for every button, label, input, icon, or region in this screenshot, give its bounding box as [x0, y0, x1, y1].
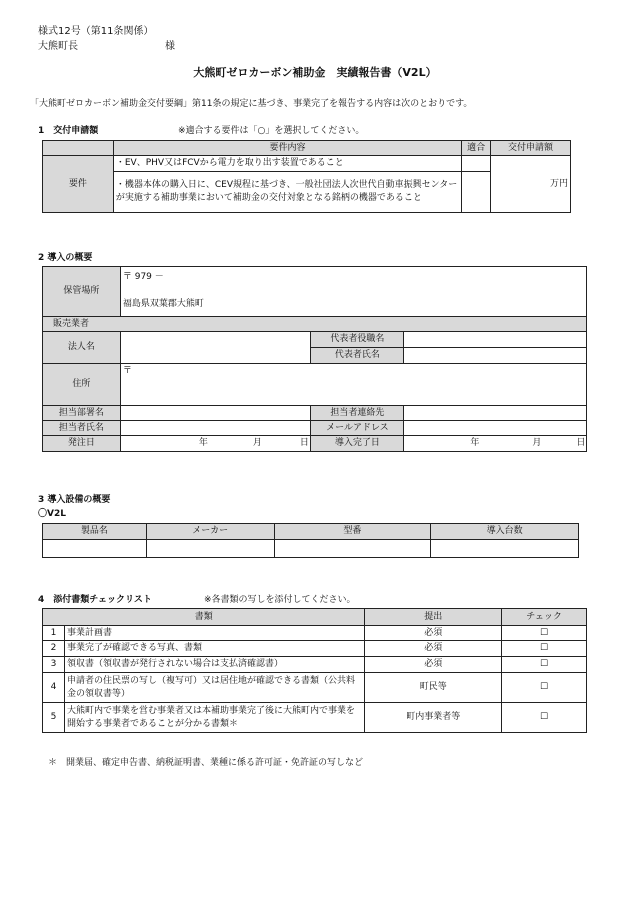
row-submit: 必須: [365, 641, 502, 657]
address-label: 住所: [43, 364, 121, 406]
amount-cell[interactable]: [491, 156, 571, 213]
rep-name-label: 代表者氏名: [311, 348, 404, 364]
corp-name-cell[interactable]: [120, 332, 311, 364]
maker-cell[interactable]: [146, 540, 274, 558]
footnote: ＊ 開業届、確定申告書、納税証明書、業種に係る許可証・免許証の写しなど: [48, 758, 364, 768]
complete-month: 月: [532, 438, 542, 448]
section1-table: [42, 140, 571, 213]
email-cell[interactable]: [404, 421, 587, 436]
requirement-row-label: 要件: [43, 156, 114, 213]
person-cell[interactable]: [120, 421, 311, 436]
dept-label: 担当部署名: [43, 406, 121, 421]
storage-address: 福島県双葉郡大熊町: [122, 299, 204, 309]
section2-heading: 2 導入の概要: [38, 253, 93, 263]
col-model: 型番: [274, 524, 431, 540]
row-document: 事業完了が確認できる写真、書類: [64, 641, 364, 657]
row-submit: 必須: [365, 657, 502, 673]
complete-date-cell[interactable]: [404, 436, 587, 452]
section4-note: ※各書類の写しを添付してください。: [204, 595, 356, 605]
row-checkbox[interactable]: ☐: [502, 703, 587, 733]
row-number: 4: [43, 673, 65, 703]
order-day: 日: [299, 438, 309, 448]
col-fit: 適合: [462, 141, 491, 156]
table-row: [43, 673, 587, 703]
table-row: [43, 626, 587, 641]
intro-text: 「大熊町ゼロカーボン補助金交付要綱」第11条の規定に基づき、事業完了を報告する内容は次のとおりです。: [30, 99, 473, 109]
storage-label: 保管場所: [43, 267, 121, 317]
complete-year: 年: [470, 438, 480, 448]
row-document: 大熊町内で事業を営む事業者又は本補助事業完了後に大熊町内で事業を開始する事業者であることが分かる書類＊: [64, 703, 364, 733]
storage-postal: 〒 979 －: [122, 272, 164, 282]
email-label: メールアドレス: [311, 421, 404, 436]
row-number: 5: [43, 703, 65, 733]
row-checkbox[interactable]: ☐: [502, 673, 587, 703]
address-cell[interactable]: [120, 364, 586, 406]
person-label: 担当者氏名: [43, 421, 121, 436]
row-document: 事業計画書: [64, 626, 364, 641]
addressee: 大熊町長: [38, 41, 78, 52]
table-row: [43, 657, 587, 673]
col-document: 書類: [43, 609, 365, 626]
addressee-honorific: 様: [165, 41, 175, 52]
rep-title-cell[interactable]: [404, 332, 587, 348]
section4-heading: 4 添付書類チェックリスト: [38, 595, 152, 605]
row-document: 領収書（領収書が発行されない場合は支払済確認書）: [64, 657, 364, 673]
quantity-cell[interactable]: [431, 540, 579, 558]
complete-date-label: 導入完了日: [311, 436, 404, 452]
model-cell[interactable]: [274, 540, 431, 558]
col-maker: メーカー: [146, 524, 274, 540]
row-number: 2: [43, 641, 65, 657]
requirement-1: ・EV、PHV又はFCVから電力を取り出す装置であること: [113, 156, 461, 172]
fit-1-cell[interactable]: [462, 156, 491, 172]
order-month: 月: [252, 438, 262, 448]
row-submit: 必須: [365, 626, 502, 641]
storage-cell[interactable]: [120, 267, 586, 317]
dept-cell[interactable]: [120, 406, 311, 421]
col-amount: 交付申請額: [491, 141, 571, 156]
section1-heading: 1 交付申請額: [38, 126, 99, 136]
rep-name-cell[interactable]: [404, 348, 587, 364]
row-checkbox[interactable]: ☐: [502, 641, 587, 657]
col-product: 製品名: [43, 524, 147, 540]
row-checkbox[interactable]: ☐: [502, 657, 587, 673]
order-date-label: 発注日: [43, 436, 121, 452]
form-number: 様式12号（第11条関係）: [38, 26, 154, 37]
product-cell[interactable]: [43, 540, 147, 558]
row-submit: 町民等: [365, 673, 502, 703]
order-date-cell[interactable]: [120, 436, 311, 452]
row-number: 3: [43, 657, 65, 673]
section3-heading: 3 導入設備の概要: [38, 495, 111, 505]
order-year: 年: [198, 438, 208, 448]
contact-cell[interactable]: [404, 406, 587, 421]
row-document: 申請者の住民票の写し（複写可）又は居住地が確認できる書類（公共料金の領収書等）: [64, 673, 364, 703]
section1-note: ※適合する要件は「○」を選択してください。: [178, 126, 365, 136]
row-checkbox[interactable]: ☐: [502, 626, 587, 641]
col-quantity: 導入台数: [431, 524, 579, 540]
row-submit: 町内事業者等: [365, 703, 502, 733]
header-blank: [43, 141, 114, 156]
equipment-table: [42, 523, 579, 558]
rep-title-label: 代表者役職名: [311, 332, 404, 348]
seller-label: 販売業者: [43, 317, 587, 332]
col-submit: 提出: [365, 609, 502, 626]
section3-sub: 〇V2L: [38, 509, 66, 519]
col-check: チェック: [502, 609, 587, 626]
requirement-2: ・機器本体の購入日に、CEV規程に基づき、一般社団法人次世代自動車振興センターが実施する補助事業において補助金の交付対象となる銘柄の機器であること: [113, 172, 461, 213]
table-row: [43, 641, 587, 657]
section2-table: [42, 266, 587, 452]
fit-2-cell[interactable]: [462, 172, 491, 213]
page-title: 大熊町ゼロカーボン補助金 実績報告書（V2L）: [193, 66, 437, 79]
amount-unit: 万円: [549, 178, 568, 189]
complete-day: 日: [576, 438, 586, 448]
row-number: 1: [43, 626, 65, 641]
corp-label: 法人名: [43, 332, 121, 364]
checklist-table: [42, 608, 587, 733]
address-postal: 〒: [122, 366, 132, 376]
table-row: [43, 703, 587, 733]
contact-label: 担当者連絡先: [311, 406, 404, 421]
col-requirement: 要件内容: [113, 141, 461, 156]
